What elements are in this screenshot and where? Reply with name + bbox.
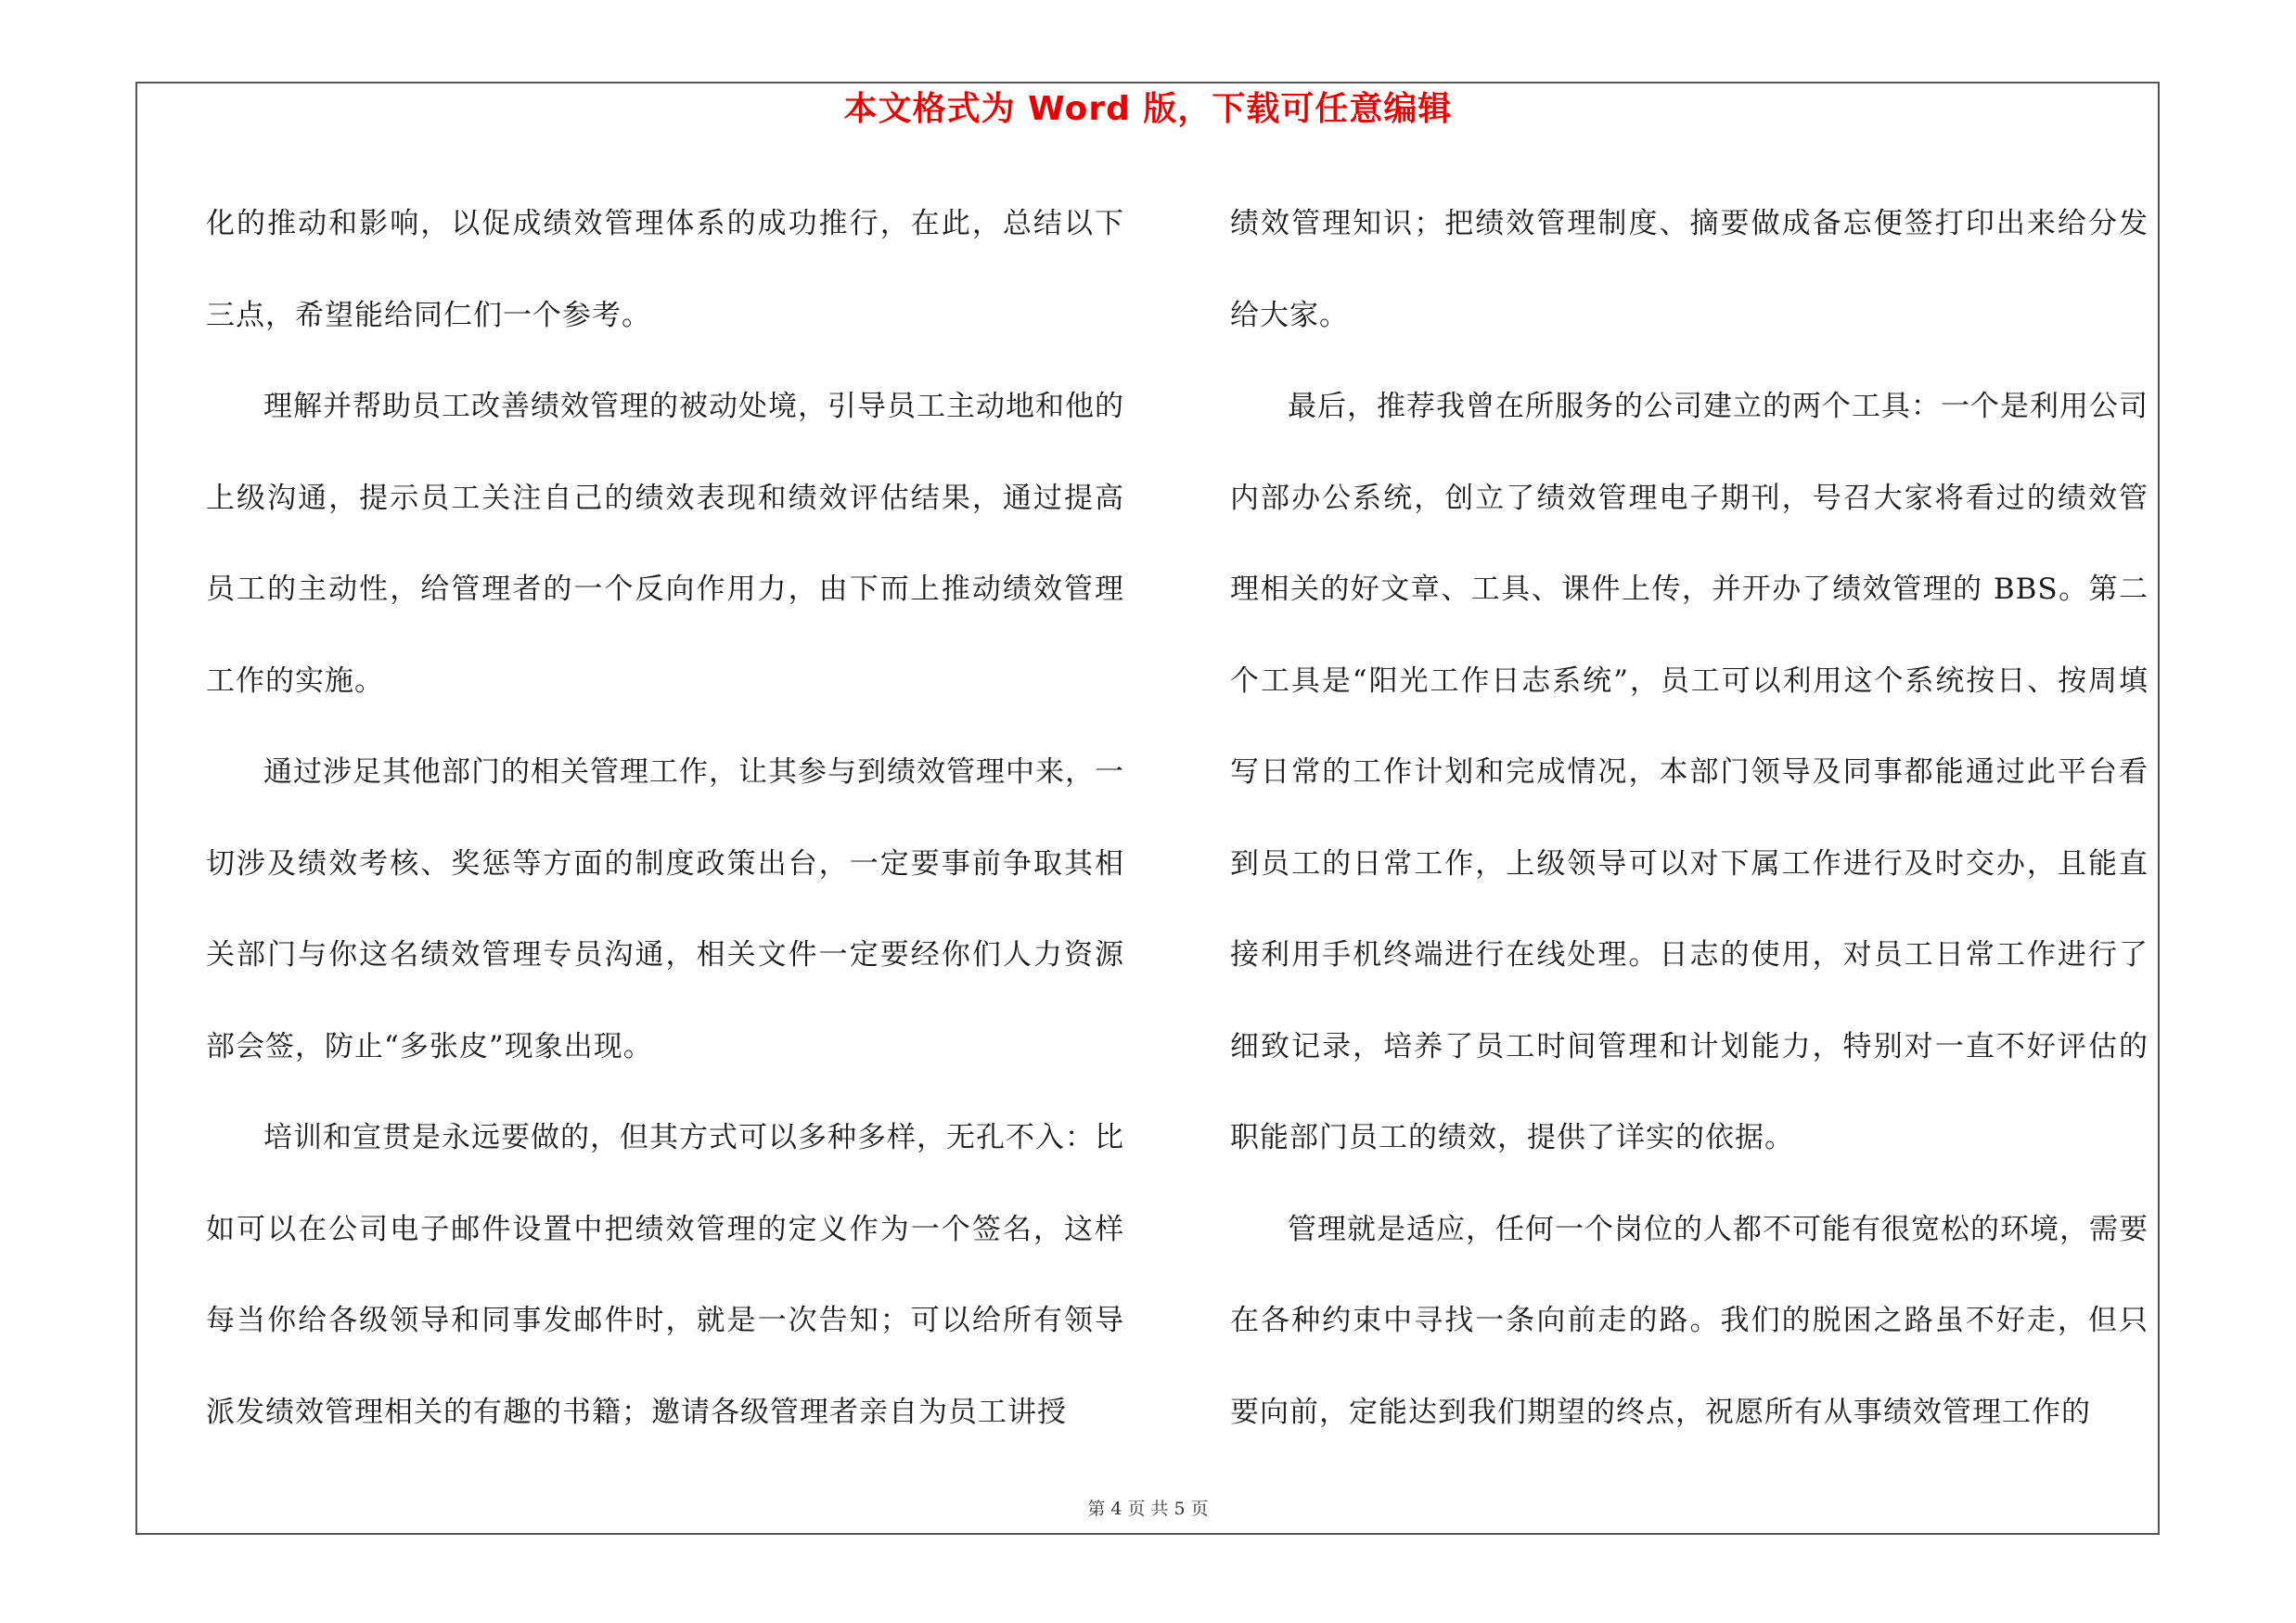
left-column bbox=[206, 178, 1124, 1458]
paragraph: 管理就是适应，任何一个岗位的人都不可能有很宽松的环境，需要在各种约束中寻找一条向前走的路。我们的脱困之路虽不好走，但只要向前，定能达到我们期望的终点，祝愿所有从事绩效管理工作的 bbox=[1230, 1212, 2148, 1429]
paragraph: 理解并帮助员工改善绩效管理的被动处境，引导员工主动地和他的上级沟通，提示员工关注自己的绩效表现和绩效评估结果，通过提高员工的主动性，给管理者的一个反向作用力，由下而上推动绩效管理工作的实施。 bbox=[206, 390, 1124, 698]
paragraph: 培训和宣贯是永远要做的，但其方式可以多种多样，无孔不入：比如可以在公司电子邮件设置中把绩效管理的定义作为一个签名，这样每当你给各级领导和同事发邮件时，就是一次告知；可以给所有领导派发绩效管理相关的有趣的书籍；邀请各级管理者亲自为员工讲授 bbox=[206, 1121, 1124, 1429]
paragraph: 化的推动和影响，以促成绩效管理体系的成功推行，在此，总结以下三点，希望能给同仁们一个参考。 bbox=[206, 207, 1124, 332]
paragraph: 通过涉足其他部门的相关管理工作，让其参与到绩效管理中来，一切涉及绩效考核、奖惩等方面的制度政策出台，一定要事前争取其相关部门与你这名绩效管理专员沟通，相关文件一定要经你们人力资源部会签，防止“多张皮”现象出现。 bbox=[206, 755, 1124, 1063]
paragraph: 绩效管理知识；把绩效管理制度、摘要做成备忘便签打印出来给分发给大家。 bbox=[1230, 207, 2148, 332]
right-column bbox=[1230, 178, 2148, 1458]
page-number-footer: 第 4 页 共 5 页 bbox=[1087, 1499, 1209, 1519]
paragraph: 最后，推荐我曾在所服务的公司建立的两个工具：一个是利用公司内部办公系统，创立了绩效管理电子期刊，号召大家将看过的绩效管理相关的好文章、工具、课件上传，并开办了绩效管理的 BBS。第二个工具是“阳光工作日志系统”，员工可以利用这个系统按日、按周填写日常的工作计划和完成情况，本部门领导及同事都能通过此平台看到员工的日常工作，上级领导可以对下属工作进行及时交办，且能直接利用手机终端进行在线处理。日志的使用，对员工日常工作进行了细致记录，培养了员工时间管理和计划能力，特别对一直不好评估的职能部门员工的绩效，提供了详实的依据。 bbox=[1230, 390, 2148, 1154]
header-banner: 本文格式为 Word 版，下载可任意编辑 bbox=[843, 90, 1453, 128]
